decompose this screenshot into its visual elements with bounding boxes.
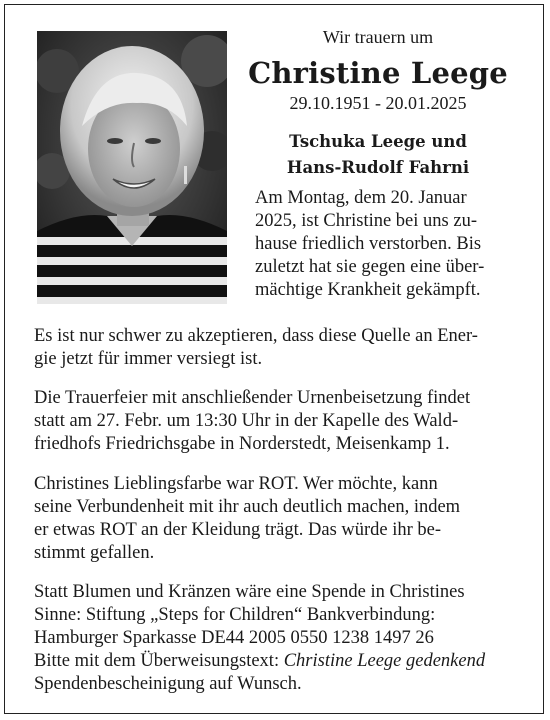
life-dates: 29.10.1951 - 20.01.2025 — [289, 93, 467, 113]
paragraph-funeral — [34, 387, 530, 456]
text-line: Statt Blumen und Kränzen wäre eine Spende in Christines — [34, 582, 465, 602]
text-line: Die Trauerfeier mit anschließender Urnenbeisetzung findet — [34, 388, 471, 408]
mourner-line: Tschuka Leege und — [289, 132, 467, 151]
obituary-header — [240, 26, 516, 181]
text-line: Sinne: Stiftung „Steps for Children“ Bankverbindung: — [34, 605, 436, 625]
text-line: 2025, ist Christine bei uns zu- — [255, 211, 477, 231]
text-line: statt am 27. Febr. um 13:30 Uhr in der Kapelle des Wald- — [34, 411, 459, 431]
text-line: seine Verbundenheit mit ihr auch deutlich machen, indem — [34, 497, 461, 517]
paragraph-passing — [255, 187, 531, 302]
text-line: er etwas ROT an der Kleidung trägt. Das würde ihr be- — [34, 520, 442, 540]
bank-details: Hamburger Sparkasse DE44 2005 0550 1238 1497 26 — [34, 628, 434, 648]
portrait-photo — [37, 31, 227, 304]
mourners-block — [240, 129, 516, 181]
paragraph-energy — [34, 325, 530, 371]
paragraph-donation — [34, 581, 530, 696]
text-line: Es ist nur schwer zu akzeptieren, dass diese Quelle an Ener- — [34, 326, 478, 346]
mourner-line: Hans-Rudolf Fahrni — [286, 158, 470, 177]
paragraph-favorite-color — [34, 473, 530, 565]
text-line: Am Montag, dem 20. Januar — [255, 188, 467, 208]
text-line: Christines Lieblingsfarbe war ROT. Wer möchte, kann — [34, 474, 438, 494]
text-line: zuletzt hat sie gegen eine über- — [255, 257, 485, 277]
text-line: Spendenbescheinigung auf Wunsch. — [34, 674, 302, 694]
transfer-reference-label: Bitte mit dem Überweisungstext: — [34, 651, 284, 671]
transfer-reference-text: Christine Leege gedenkend — [283, 651, 486, 671]
text-line: hause friedlich verstorben. Bis — [255, 234, 482, 254]
text-line: stimmt gefallen. — [34, 543, 155, 563]
text-line: gie jetzt für immer versiegt ist. — [34, 349, 263, 369]
transfer-reference-line — [34, 650, 530, 673]
text-line: mächtige Krankheit gekämpft. — [255, 280, 481, 300]
intro-text: Wir trauern um — [322, 27, 434, 47]
deceased-name: Christine Leege — [248, 56, 508, 90]
text-line: friedhofs Friedrichsgabe in Norderstedt, Meisenkamp 1. — [34, 434, 450, 454]
